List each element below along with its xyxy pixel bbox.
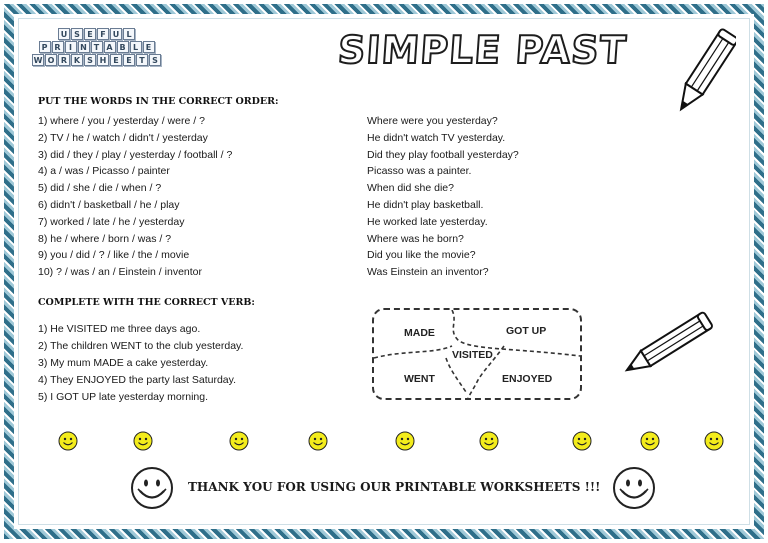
exercise1-answers xyxy=(367,113,519,281)
smiley-icon xyxy=(479,431,499,451)
exercise2-heading: COMPLETE WITH THE CORRECT VERB: xyxy=(38,297,255,308)
smiley-icon xyxy=(612,466,656,510)
logo-letter: R xyxy=(58,54,70,66)
question-item: 3) did / they / play / yesterday / football / ? xyxy=(38,148,233,161)
pencil-icon xyxy=(672,24,736,124)
question-item: 10) ? / was / an / Einstein / inventor xyxy=(38,266,203,279)
smiley-icon xyxy=(229,431,249,451)
sentence-item: 3) My mum MADE a cake yesterday. xyxy=(38,357,209,369)
logo-letter: A xyxy=(104,41,116,53)
question-item: 1) where / you / yesterday / were / ? xyxy=(38,115,205,127)
word-option: ENJOYED xyxy=(502,373,553,385)
question-item: 7) worked / late / he / yesterday xyxy=(38,215,185,228)
logo-letter: E xyxy=(123,54,135,66)
question-item: 4) a / was / Picasso / painter xyxy=(38,165,170,178)
smiley-icon xyxy=(640,431,660,451)
answer-item: He didn't play basketball. xyxy=(367,198,484,211)
sentence-item: 1) He VISITED me three days ago. xyxy=(38,323,201,335)
smiley-icon xyxy=(58,431,78,451)
logo-letter: T xyxy=(136,54,148,66)
answer-item: Picasso was a painter. xyxy=(367,165,472,178)
smiley-icon xyxy=(395,431,415,451)
exercise2-sentences xyxy=(38,321,243,406)
sentence-item: 4) They ENJOYED the party last Saturday. xyxy=(38,374,237,386)
logo-letter: W xyxy=(33,55,43,65)
logo-letter: K xyxy=(71,54,83,66)
question-item: 2) TV / he / watch / didn't / yesterday xyxy=(38,131,208,144)
logo-letter: P xyxy=(39,41,51,53)
logo-letter: E xyxy=(143,41,155,53)
word-option: VISITED xyxy=(452,349,493,361)
logo-row-worksheets xyxy=(32,54,161,66)
logo xyxy=(32,28,161,67)
answer-item: Did you like the movie? xyxy=(367,249,476,262)
word-option: GOT UP xyxy=(506,325,547,337)
word-option: WENT xyxy=(404,373,435,385)
logo-letter: R xyxy=(52,41,64,53)
logo-letter: T xyxy=(91,41,103,53)
answer-item: He worked late yesterday. xyxy=(367,215,488,228)
question-item: 9) you / did / ? / like / the / movie xyxy=(38,249,190,262)
logo-letter: I xyxy=(65,41,77,53)
smiley-icon xyxy=(704,431,724,451)
logo-letter: L xyxy=(123,28,135,40)
answer-item: When did she die? xyxy=(367,182,454,195)
logo-letter: U xyxy=(110,28,122,40)
logo-row-printable xyxy=(32,41,161,53)
smiley-icon xyxy=(308,431,328,451)
answer-item: Did they play football yesterday? xyxy=(367,148,519,161)
page-title: SIMPLE PAST xyxy=(336,28,629,72)
logo-row-useful xyxy=(32,28,161,40)
answer-item: He didn't watch TV yesterday. xyxy=(367,131,506,144)
word-option: MADE xyxy=(404,327,435,339)
logo-letter: L xyxy=(130,41,142,53)
word-box xyxy=(372,308,582,400)
logo-letter: S xyxy=(149,54,161,66)
pencil-icon xyxy=(614,310,724,380)
answer-item: Where were you yesterday? xyxy=(367,115,498,127)
footer-message: THANK YOU FOR USING OUR PRINTABLE WORKSHEETS !!! xyxy=(188,480,601,494)
logo-letter: O xyxy=(45,54,57,66)
answer-item: Where was he born? xyxy=(367,232,464,245)
logo-letter: E xyxy=(84,28,96,40)
logo-letter: S xyxy=(84,54,96,66)
sentence-item: 5) I GOT UP late yesterday morning. xyxy=(38,391,209,403)
logo-letter: N xyxy=(78,41,90,53)
logo-letter: B xyxy=(117,41,129,53)
logo-letter: E xyxy=(110,54,122,66)
sentence-item: 2) The children WENT to the club yesterday. xyxy=(38,340,244,352)
logo-letter: U xyxy=(58,28,70,40)
logo-letter: H xyxy=(97,54,109,66)
logo-letter: F xyxy=(97,28,109,40)
question-item: 5) did / she / die / when / ? xyxy=(38,182,162,195)
smiley-icon xyxy=(133,431,153,451)
smiley-icon xyxy=(130,466,174,510)
answer-item: Was Einstein an inventor? xyxy=(367,266,489,279)
smiley-icon xyxy=(572,431,592,451)
exercise1-heading: PUT THE WORDS IN THE CORRECT ORDER: xyxy=(38,96,279,107)
question-item: 8) he / where / born / was / ? xyxy=(38,232,172,245)
question-item: 6) didn't / basketball / he / play xyxy=(38,198,180,211)
exercise1-questions xyxy=(38,113,232,281)
logo-letter: S xyxy=(71,28,83,40)
